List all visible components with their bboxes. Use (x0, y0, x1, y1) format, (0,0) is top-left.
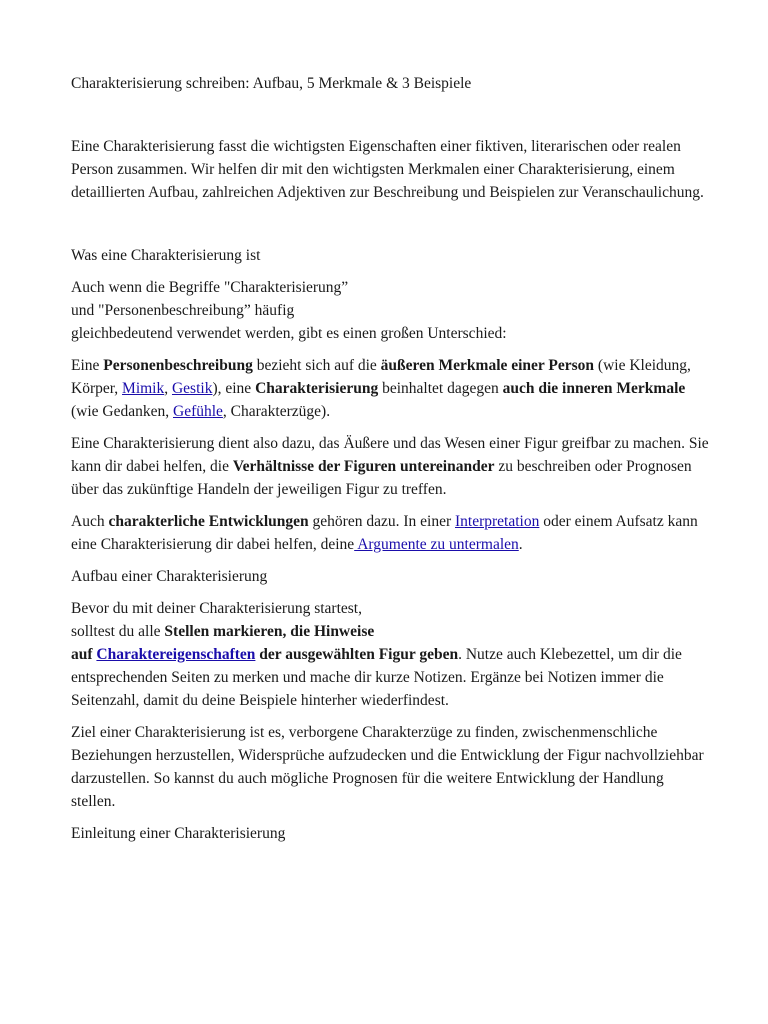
text-line: Auch wenn die Begriffe "Charakterisierung” (71, 279, 349, 296)
section-heading-aufbau: Aufbau einer Charakterisierung (71, 568, 268, 585)
section-heading-einleitung: Einleitung einer Charakterisierung (71, 825, 286, 842)
link-mimik[interactable]: Mimik (122, 380, 165, 397)
text-run: oder einem Aufsatz kann eine Charakterisierung dir dabei helfen, deine (71, 513, 698, 553)
bold-term: Personenbeschreibung (103, 357, 253, 374)
paragraph-aeussere-wesen (71, 432, 711, 501)
paragraph-ziel: Ziel einer Charakterisierung ist es, verborgene Charakterzüge zu finden, zwischenmenschliche Beziehungen herzustellen, Widersprüche aufzudecken und die Entwicklung der Figur nachvollziehbar darzustellen. So kannst du auch mögliche Prognosen für die weitere Entwicklung der Handlung stellen. (71, 724, 704, 810)
bold-term: Charakterisierung (255, 380, 379, 397)
text-run: Eine (71, 357, 104, 374)
bold-term: auch die inneren Merkmale (502, 380, 686, 397)
link-interpretation[interactable]: Interpretation (455, 513, 540, 530)
text-line: und "Personenbeschreibung” häufig (71, 302, 295, 319)
link-argumente[interactable]: Argumente zu untermalen (354, 536, 519, 553)
section-heading-was-ist: Was eine Charakterisierung ist (71, 247, 261, 264)
text-run: (wie Kleidung, Körper, (71, 357, 691, 397)
link-gefuehle[interactable]: Gefühle (173, 403, 223, 420)
text-run: , Charakterzüge). (222, 403, 331, 420)
paragraph-begriffe (71, 276, 711, 345)
bold-term: charakterliche Entwicklungen (108, 513, 309, 530)
bold-term: der ausgewählten Figur geben (255, 646, 459, 663)
bold-term: Stellen markieren, die Hinweise (164, 623, 375, 640)
text-run: beinhaltet dagegen (378, 380, 503, 397)
link-gestik[interactable]: Gestik (171, 380, 213, 397)
document-content (71, 72, 711, 854)
paragraph-personenbeschreibung (71, 354, 711, 423)
text-run: Eine Charakterisierung dient also dazu, das Äußere und das Wesen einer Figur greifbar zu machen. Sie kann dir dabei helfen, die (71, 435, 709, 475)
text-run: . (518, 536, 523, 553)
text-run: solltest du alle (71, 623, 165, 640)
paragraph-entwicklungen (71, 510, 711, 556)
bold-term: auf (71, 646, 97, 663)
text-line: gleichbedeutend verwendet werden, gibt es einen großen Unterschied: (71, 325, 507, 342)
paragraph-vorbereitung (71, 597, 711, 712)
text-run: bezieht sich auf die (252, 357, 381, 374)
text-line: Bevor du mit deiner Charakterisierung startest, (71, 600, 362, 617)
document-title: Charakterisierung schreiben: Aufbau, 5 Merkmale & 3 Beispiele (71, 75, 472, 92)
text-run: gehören dazu. In einer (308, 513, 455, 530)
text-run: , (164, 380, 172, 397)
text-run: . Nutze auch Klebezettel, um dir die entsprechenden Seiten zu merken und mache dir kurze Notizen. Ergänze bei Notizen immer die Seitenzahl, damit du deine Beispiele hinterher wiederfindest. (71, 646, 682, 709)
bold-term: äußeren Merkmale einer Person (380, 357, 595, 374)
intro-paragraph: Eine Charakterisierung fasst die wichtigsten Eigenschaften einer fiktiven, literarischen oder realen Person zusammen. Wir helfen dir mit den wichtigsten Merkmalen einer Charakterisierung, einem detaillierten Aufbau, zahlreichen Adjektiven zur Beschreibung und Beispielen zur Veranschaulichung. (71, 138, 704, 201)
bold-term: Verhältnisse der Figuren untereinander (232, 458, 495, 475)
text-run: (wie Gedanken, (71, 403, 173, 420)
text-run: Auch (71, 513, 109, 530)
link-charaktereigenschaften[interactable]: Charaktereigenschaften (96, 646, 256, 663)
text-run: ), eine (212, 380, 256, 397)
text-run: zu beschreiben oder Prognosen über das zukünftige Handeln der jeweiligen Figur zu treffen. (71, 458, 692, 498)
